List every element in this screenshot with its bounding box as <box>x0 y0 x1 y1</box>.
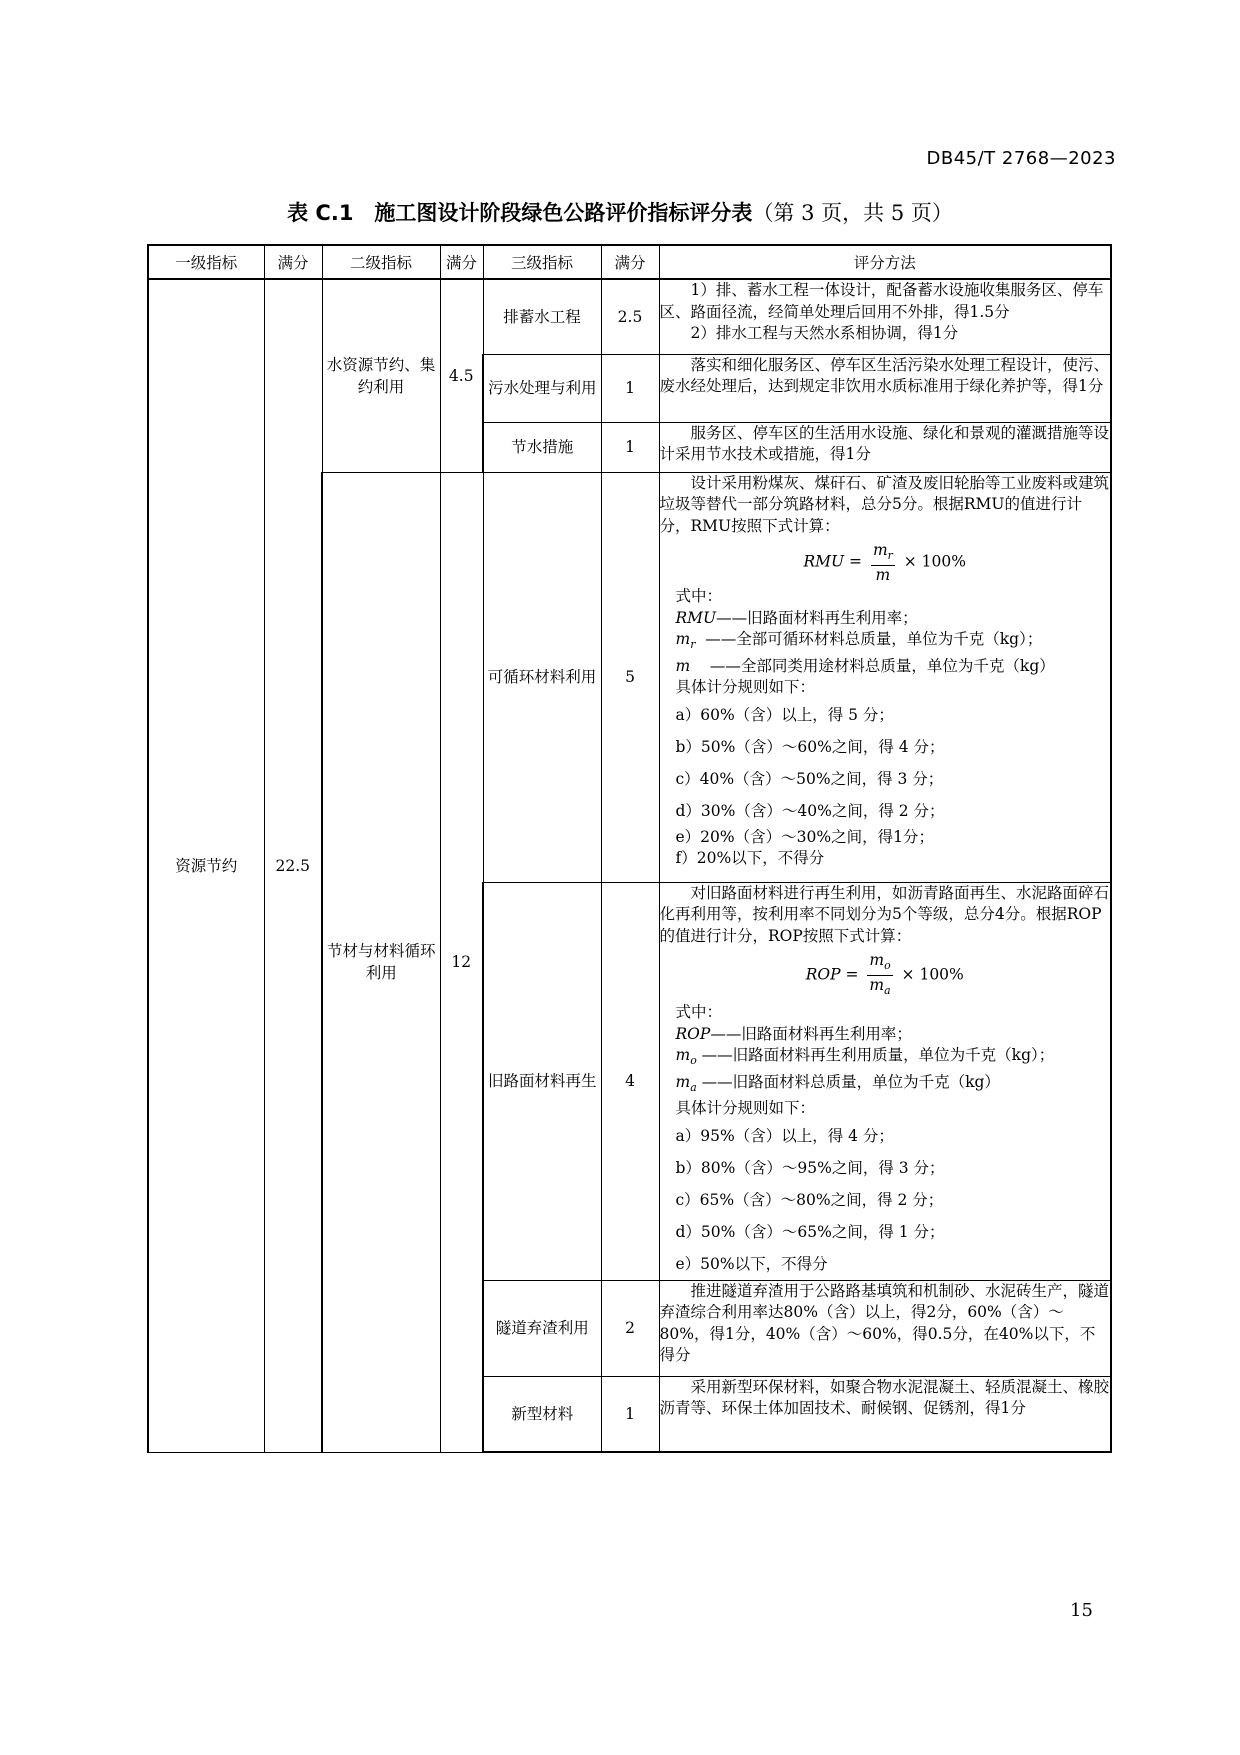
formula-numerator: $m_r$ <box>871 541 895 566</box>
indicator-name: 隧道弃渣利用 <box>483 1280 601 1376</box>
method-text: 采用新型环保材料，如聚合物水泥混凝土、轻质混凝土、橡胶沥青等、环保土体加固技术、耐候钢、促锈剂，得1分 <box>659 1377 1110 1418</box>
scoring-method <box>659 422 1111 472</box>
definition <box>660 608 1111 630</box>
formula-rhs: × 100% <box>903 552 966 571</box>
group-name: 节材与材料循环利用 <box>322 472 440 1452</box>
rule-item: e）50%以下，不得分 <box>675 1254 828 1273</box>
method-text: 推进隧道弃渣用于公路路基填筑和机制砂、水泥砖生产，隧道弃渣综合利用率达80%（含）以上，得2分，60%（含）～80%，得1分，40%（含）～60%，得0.5分，在40%以下，不得分 <box>659 1281 1110 1365</box>
level1-score: 22.5 <box>264 279 322 1452</box>
scoring-method <box>659 882 1111 1280</box>
group-score: 4.5 <box>440 279 483 472</box>
scoring-method <box>659 1280 1111 1376</box>
scoring-method <box>659 279 1111 354</box>
indicator-name: 污水处理与利用 <box>483 354 601 422</box>
definition <box>660 1045 1111 1072</box>
column-header: 评分方法 <box>659 245 1111 279</box>
scoring-method <box>659 354 1111 422</box>
indicator-score: 5 <box>601 472 659 882</box>
document-code: DB45/T 2768—2023 <box>926 148 1116 169</box>
indicator-name: 节水措施 <box>483 422 601 472</box>
score-table <box>147 244 1112 1453</box>
indicator-score: 1 <box>601 422 659 472</box>
method-intro: 对旧路面材料进行再生利用，如沥青路面再生、水泥路面碎石化再利用等，按利用率不同划分为5个等级，总分4分。根据ROP 的值进行计分，ROP按照下式计算： <box>659 883 1110 945</box>
definition-text: ——旧路面材料再生利用质量，单位为千克（kg）； <box>701 1046 1055 1065</box>
indicator-name: 可循环材料利用 <box>483 472 601 882</box>
table-title-continuation: （第 3 页，共 5 页） <box>752 201 953 225</box>
rule-item: c）40%（含）～50%之间，得 3 分； <box>675 769 944 788</box>
group-score: 12 <box>440 472 483 1452</box>
rule-item: d）30%（含）～40%之间，得 2 分； <box>675 801 945 820</box>
definition-symbol: $m_o$ <box>675 1046 697 1068</box>
column-header: 二级指标 <box>322 245 440 279</box>
rule-intro: 具体计分规则如下： <box>675 1099 816 1118</box>
rule-item: d）50%（含）～65%之间，得 1 分； <box>675 1222 945 1241</box>
formula-numerator: $m_o$ <box>867 951 892 976</box>
formula-rhs: × 100% <box>901 965 964 984</box>
definition-symbol: $m_r$ <box>675 630 696 652</box>
indicator-name: 新型材料 <box>483 1376 601 1452</box>
definition-text: ——全部同类用途材料总质量，单位为千克（kg） <box>709 656 1055 675</box>
indicator-score: 1 <box>601 1376 659 1452</box>
definition <box>660 656 1111 678</box>
table-title-label: 表 C.1 施工图设计阶段绿色公路评价指标评分表 <box>287 201 753 225</box>
definition-text: ——旧路面材料再生利用率； <box>710 1024 912 1043</box>
column-header: 三级指标 <box>483 245 601 279</box>
formula-denominator: m <box>875 566 891 585</box>
formula-lhs: RMU <box>803 552 845 571</box>
column-header: 满分 <box>601 245 659 279</box>
table-title <box>0 197 1240 227</box>
rop-formula: ROP = $\frac{m_o}{m_a}$ × 100% <box>660 951 1111 1000</box>
definition <box>660 629 1111 656</box>
rule-item: b）50%（含）～60%之间，得 4 分； <box>675 737 945 756</box>
formula-lhs: ROP <box>805 965 841 984</box>
table-row <box>148 279 1111 354</box>
method-intro: 设计采用粉煤灰、煤矸石、矿渣及废旧轮胎等工业废料或建筑垃圾等替代一部分筑路材料，总分5分。根据RMU的值进行计分，RMU按照下式计算： <box>659 473 1110 535</box>
column-header: 一级指标 <box>148 245 264 279</box>
definition-symbol: RMU <box>675 608 717 627</box>
group-name: 水资源节约、集约利用 <box>322 279 440 472</box>
method-text: 1）排、蓄水工程一体设计，配备蓄水设施收集服务区、停车区、路面径流，经简单处理后回用不外排，得1.5分 <box>659 281 1104 321</box>
method-text: 落实和细化服务区、停车区生活污染水处理工程设计，使污、废水经处理后，达到规定非饮用水质标准用于绿化养护等，得1分 <box>659 355 1110 395</box>
rule-item: b）80%（含）～95%之间，得 3 分； <box>675 1158 945 1177</box>
rule-item: e）20%（含）～30%之间，得1分； <box>675 827 934 846</box>
indicator-score: 2 <box>601 1280 659 1376</box>
method-text: 服务区、停车区的生活用水设施、绿化和景观的灌溉措施等设计采用节水技术或措施，得1分 <box>659 423 1110 463</box>
indicator-score: 2.5 <box>601 279 659 354</box>
method-text: 2）排水工程与天然水系相协调，得1分 <box>690 324 959 342</box>
indicator-name: 排蓄水工程 <box>483 279 601 354</box>
indicator-score: 1 <box>601 354 659 422</box>
rule-item: a）95%（含）以上，得 4 分； <box>675 1126 894 1145</box>
definition-text: ——全部可循环材料总质量，单位为千克（kg）； <box>705 630 1043 649</box>
definition-text: ——旧路面材料总质量，单位为千克（kg） <box>701 1072 1000 1091</box>
definition-symbol: m <box>675 656 691 675</box>
definition <box>660 1024 1111 1046</box>
where-label: 式中： <box>675 1003 723 1022</box>
rule-item: f）20%以下，不得分 <box>675 849 825 868</box>
rule-item: c）65%（含）～80%之间，得 2 分； <box>675 1190 944 1209</box>
definition <box>660 1072 1111 1099</box>
where-label: 式中： <box>675 587 723 606</box>
formula-denominator: $m_a$ <box>869 976 891 998</box>
rmu-formula: RMU = $\frac{m_r}{m}$ × 100% <box>803 541 966 585</box>
level1-name: 资源节约 <box>148 279 264 1452</box>
column-header: 满分 <box>264 245 322 279</box>
rule-intro: 具体计分规则如下： <box>675 678 816 697</box>
page-number: 15 <box>1070 1600 1093 1621</box>
rule-item: a）60%（含）以上，得 5 分； <box>675 705 894 724</box>
scoring-method <box>659 472 1111 882</box>
definition-text: ——旧路面材料再生利用率； <box>716 608 918 627</box>
definition-symbol: $m_a$ <box>675 1072 697 1094</box>
definition-symbol: ROP <box>675 1024 711 1043</box>
column-header: 满分 <box>440 245 483 279</box>
indicator-name: 旧路面材料再生 <box>483 882 601 1280</box>
table-header-row <box>148 245 1111 279</box>
scoring-method <box>659 1376 1111 1452</box>
indicator-score: 4 <box>601 882 659 1280</box>
